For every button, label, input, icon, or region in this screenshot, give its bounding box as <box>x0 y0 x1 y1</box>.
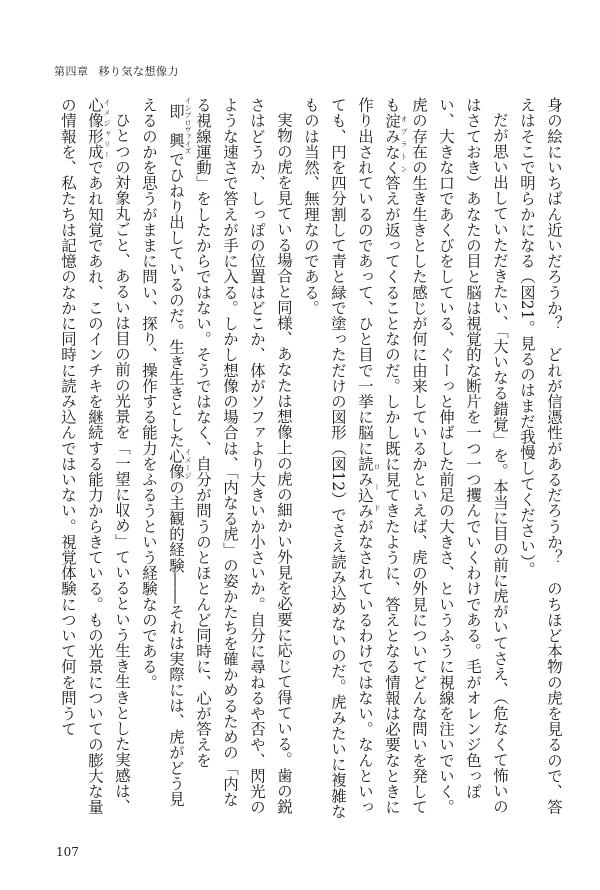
ruby-shinzoukeisei: イメジャリー <box>103 97 111 160</box>
ruby-yodominaku: オプラトン <box>400 112 408 176</box>
paragraph-2: だが思い出していただきたい、「大いなる錯覚」を。本当に目の前に虎がいてさえ、（危なくて怖いのはさておき）あなたの目と脳は視覚的な断片を一つ一つ攫んでいくわけである。毛がオレンジ色っぽい、大きな口であくびをしている、ぐーっと伸ばした前足の大きさ、というふうに視線を注いでいく。虎の存在の生き生きとした感じが何に由来しているかといえば、虎の外見についてどんな問いを発しても淀みなく オプラトン答えが返ってくることなのだ。しかし既に見てきたように、答えとなる情報は必要なときに作り出されているのであって、ひと目で一挙に脳に読み込み ロードがなされているわけではない。なんといっても、円を四分割して青と緑で塗っただけの図形（図12）でさえ読み込めないのだ。虎みたいに複雑なものは当然、無理なのである。 <box>302 97 509 819</box>
chapter-number: 第四章 <box>54 65 89 78</box>
body-text <box>27 97 567 822</box>
ruby-sokkyou: インプロヴァイズ <box>184 97 192 155</box>
ruby-shinzou: イメージ <box>184 448 192 480</box>
paragraph-3: 実物の虎を見ている場合と同様、あなたは想像上の虎の細かい外見を必要に応じて得ている。歯の鋭さはどうか、しっぽの位置はどこか、体がソファより大きいか小さいか。自分に尋ねるや否や、閃光のような速さで答えが手に入る。しかし想像の場合は、「内なる虎」の姿かたちを確かめるための「内なる視線運動」をしたからではない。そうではなく、自分が問うのとほとんど同時に、心が答えを即興 インプロヴァイズでひねり出しているのだ。生き生きとした心像 イメージの主観的経験――それは実際には、虎がどう見えるのかを思うがままに問い、探り、操作する能力をふるうという経験なのである。 <box>140 97 293 815</box>
paragraph-4: ひとつの対象丸ごと、あるいは目の前の光景を「一望に収め」ているという生き生きとした実感は、心像形成 イメジャリーであれ知覚であれ、このインチキを継続する能力からきている。もの光景についての膨大な量の情報を、私たちは記憶のなかに同時に読み込んではいない。視覚体験について何を問うて <box>59 97 131 815</box>
ruby-yomikomi: ロード <box>373 455 381 519</box>
paragraph-1: 身の絵にいちばん近いだろうか？ どれが信憑性があるだろうか？ のちほど本物の虎を見るので、答えはそこで明らかになる（図21。見るのはまだ我慢してください）。 <box>518 97 563 815</box>
running-header <box>54 63 179 79</box>
page-number: 107 <box>56 845 79 859</box>
chapter-title: 移り気な想像力 <box>98 65 179 78</box>
